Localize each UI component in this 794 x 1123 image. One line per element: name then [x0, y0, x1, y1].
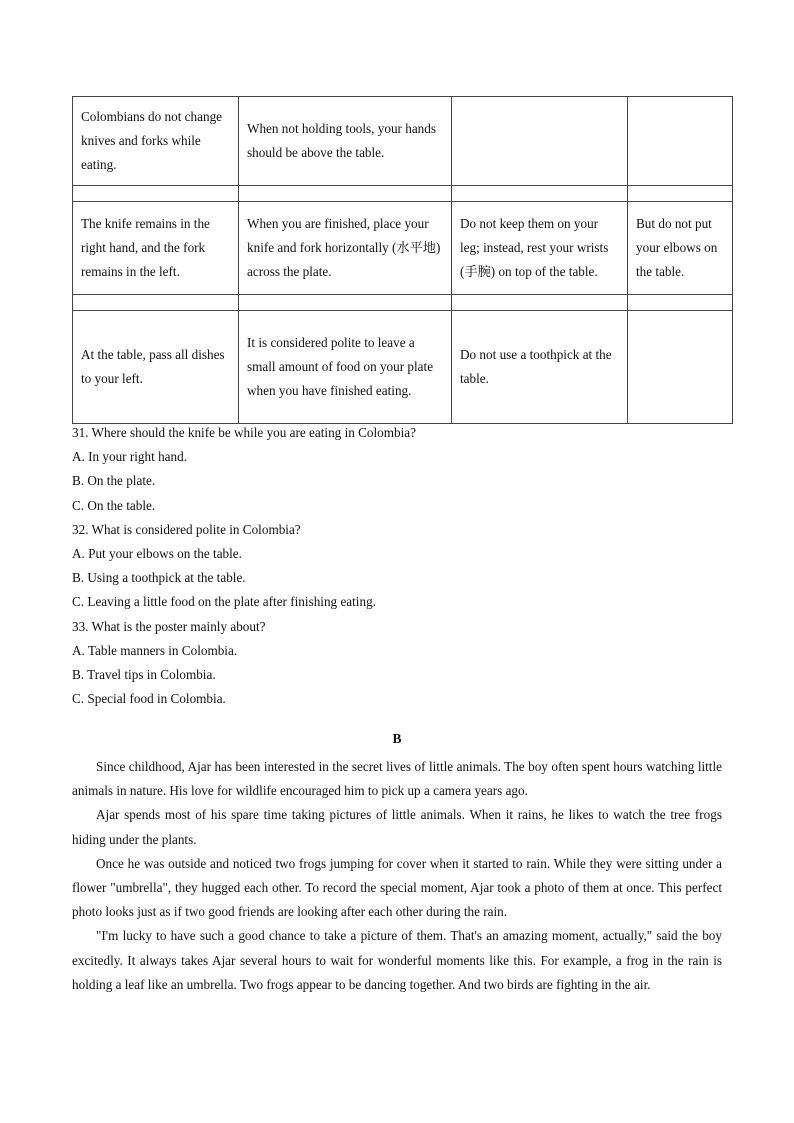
table-cell [73, 186, 239, 202]
answer-option: B. Using a toothpick at the table. [72, 570, 246, 586]
passage-paragraph: Ajar spends most of his spare time taking pictures of little animals. When it rains, he likes to watch the tree frogs hiding under the plants. [72, 807, 722, 847]
answer-option: A. Put your elbows on the table. [72, 545, 242, 561]
table-cell [239, 295, 452, 311]
table-cell: When not holding tools, your hands should be above the table. [239, 97, 452, 186]
answer-option: B. On the plate. [72, 473, 156, 489]
question-stem: 33. What is the poster mainly about? [72, 618, 266, 634]
section-title: B [392, 731, 402, 746]
question-stem: 32. What is considered polite in Colombia? [72, 521, 301, 537]
table-spacer-row [73, 295, 733, 311]
table-cell: At the table, pass all dishes to your left. [73, 311, 239, 424]
table-spacer-row [73, 186, 733, 202]
table-cell [628, 186, 733, 202]
table-cell [628, 97, 733, 186]
table-cell [628, 311, 733, 424]
answer-option: C. Leaving a little food on the plate after finishing eating. [72, 594, 376, 610]
passage-paragraph: Once he was outside and noticed two frogs jumping for cover when it started to rain. While they were sitting under a flower "umbrella", they hugged each other. To record the special moment, Ajar took a photo of them at once. This perfect photo looks just as if two good friends are looking after each other during the rain. [72, 855, 722, 920]
table-cell: When you are finished, place your knife and fork horizontally (水平地) across the plate. [239, 202, 452, 295]
table-cell [452, 97, 628, 186]
question-stem: 31. Where should the knife be while you are eating in Colombia? [72, 425, 417, 440]
table-cell [452, 295, 628, 311]
table-cell [239, 186, 452, 202]
table-cell: Colombians do not change knives and forks while eating. [73, 97, 239, 186]
passage-paragraph: Since childhood, Ajar has been interested in the secret lives of little animals. The boy often spent hours watching little animals in nature. His love for wildlife encouraged him to pick up a camera years ago. [72, 759, 722, 799]
table-cell [452, 186, 628, 202]
answer-option: C. On the table. [72, 497, 156, 513]
question-list [72, 421, 732, 711]
answer-option: A. In your right hand. [72, 449, 188, 465]
table-cell [73, 295, 239, 311]
table-cell [628, 295, 733, 311]
table-cell: The knife remains in the right hand, and the fork remains in the left. [73, 202, 239, 295]
answer-option: B. Travel tips in Colombia. [72, 666, 216, 682]
answer-option: C. Special food in Colombia. [72, 691, 226, 707]
table-cell: But do not put your elbows on the table. [628, 202, 733, 295]
table-row [73, 97, 733, 186]
passage-paragraph: "I'm lucky to have such a good chance to take a picture of them. That's an amazing moment, actually," said the boy excitedly. It always takes Ajar several hours to wait for wonderful moments like this. For example, a frog in the rain is holding a leaf like an umbrella. Two frogs appear to be dancing together. And two birds are fighting in the air. [72, 928, 722, 992]
table-cell: Do not use a toothpick at the table. [452, 311, 628, 424]
table-row [73, 202, 733, 295]
reading-passage [72, 755, 722, 997]
table-cell: Do not keep them on your leg; instead, rest your wrists (手腕) on top of the table. [452, 202, 628, 295]
table-row [73, 311, 733, 424]
etiquette-table [72, 96, 733, 424]
table-cell: It is considered polite to leave a small amount of food on your plate when you have finished eating. [239, 311, 452, 424]
answer-option: A. Table manners in Colombia. [72, 642, 238, 658]
